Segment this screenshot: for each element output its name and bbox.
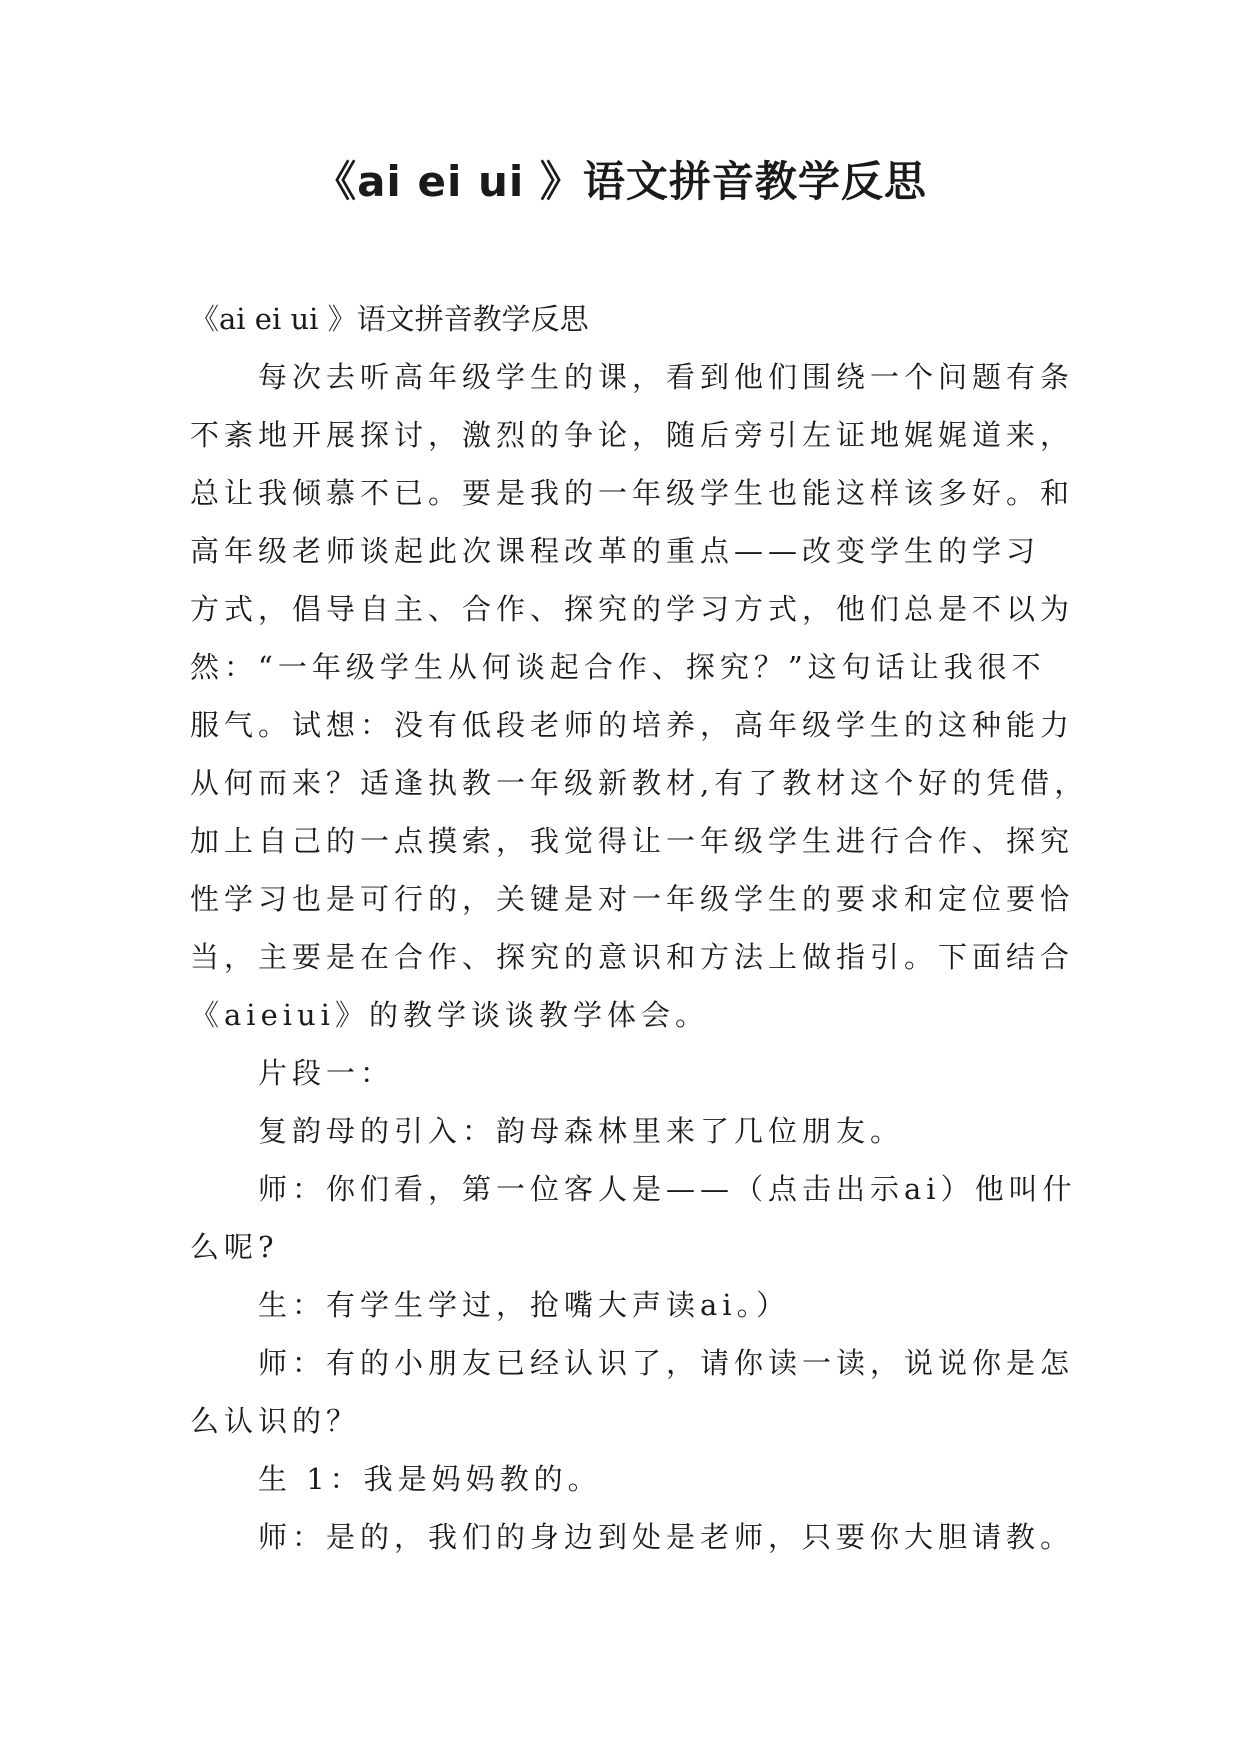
paragraph-segment-heading xyxy=(190,1044,1060,1102)
text-line: 服气。试想：没有低段老师的培养，高年级学生的这种能力 xyxy=(190,708,1075,742)
text-line: 师：是的，我们的身边到处是老师，只要你大胆请教。 xyxy=(258,1520,1075,1554)
text-line: 师：有的小朋友已经认识了，请你读一读，说说你是怎 xyxy=(258,1346,1075,1380)
text-line: 不紊地开展探讨，激烈的争论，随后旁引左证地娓娓道来， xyxy=(190,418,1075,452)
text-line: 加上自己的一点摸索，我觉得让一年级学生进行合作、探究 xyxy=(190,824,1075,858)
text-line: 师：你们看，第一位客人是——（点击出示ai）他叫什 xyxy=(258,1172,1077,1206)
document-subtitle: 《ai ei ui 》语文拼音教学反思 xyxy=(190,302,589,336)
text-line: 每次去听高年级学生的课，看到他们围绕一个问题有条 xyxy=(258,360,1075,394)
text-line: 方式，倡导自主、合作、探究的学习方式，他们总是不以为 xyxy=(190,592,1075,626)
text-line: 高年级老师谈起此次课程改革的重点——改变学生的学习 xyxy=(190,534,1041,568)
paragraph-teacher-1 xyxy=(190,1160,1077,1276)
text-line: 片段一： xyxy=(258,1056,395,1090)
text-line: 复韵母的引入：韵母森林里来了几位朋友。 xyxy=(258,1114,905,1148)
paragraph-teacher-2 xyxy=(190,1334,1075,1450)
text-line: 么认识的？ xyxy=(190,1404,361,1438)
paragraph-student-1 xyxy=(190,1276,1060,1334)
text-line: 生 1：我是妈妈教的。 xyxy=(258,1462,602,1496)
paragraph-student-2 xyxy=(190,1450,1060,1508)
text-line: 《aieiui》的教学谈谈教学体会。 xyxy=(190,998,709,1032)
text-line: 性学习也是可行的，关键是对一年级学生的要求和定位要恰 xyxy=(190,882,1075,916)
text-line: 当，主要是在合作、探究的意识和方法上做指引。下面结合 xyxy=(190,940,1075,974)
text-line: 总让我倾慕不已。要是我的一年级学生也能这样该多好。和 xyxy=(190,476,1075,510)
document-title: 《ai ei ui 》语文拼音教学反思 xyxy=(314,157,927,206)
text-line: 从何而来？适逢执教一年级新教材,有了教材这个好的凭借， xyxy=(190,766,1089,800)
paragraph-intro xyxy=(190,348,1089,1044)
document-body xyxy=(190,290,1089,1566)
text-line: 生：有学生学过，抢嘴大声读ai。） xyxy=(258,1288,791,1322)
paragraph-teacher-3 xyxy=(190,1508,1075,1566)
paragraph-segment-intro xyxy=(190,1102,1060,1160)
text-line: 然：“一年级学生从何谈起合作、探究？”这句话让我很不 xyxy=(190,650,1046,684)
text-line: 么呢? xyxy=(190,1230,279,1264)
